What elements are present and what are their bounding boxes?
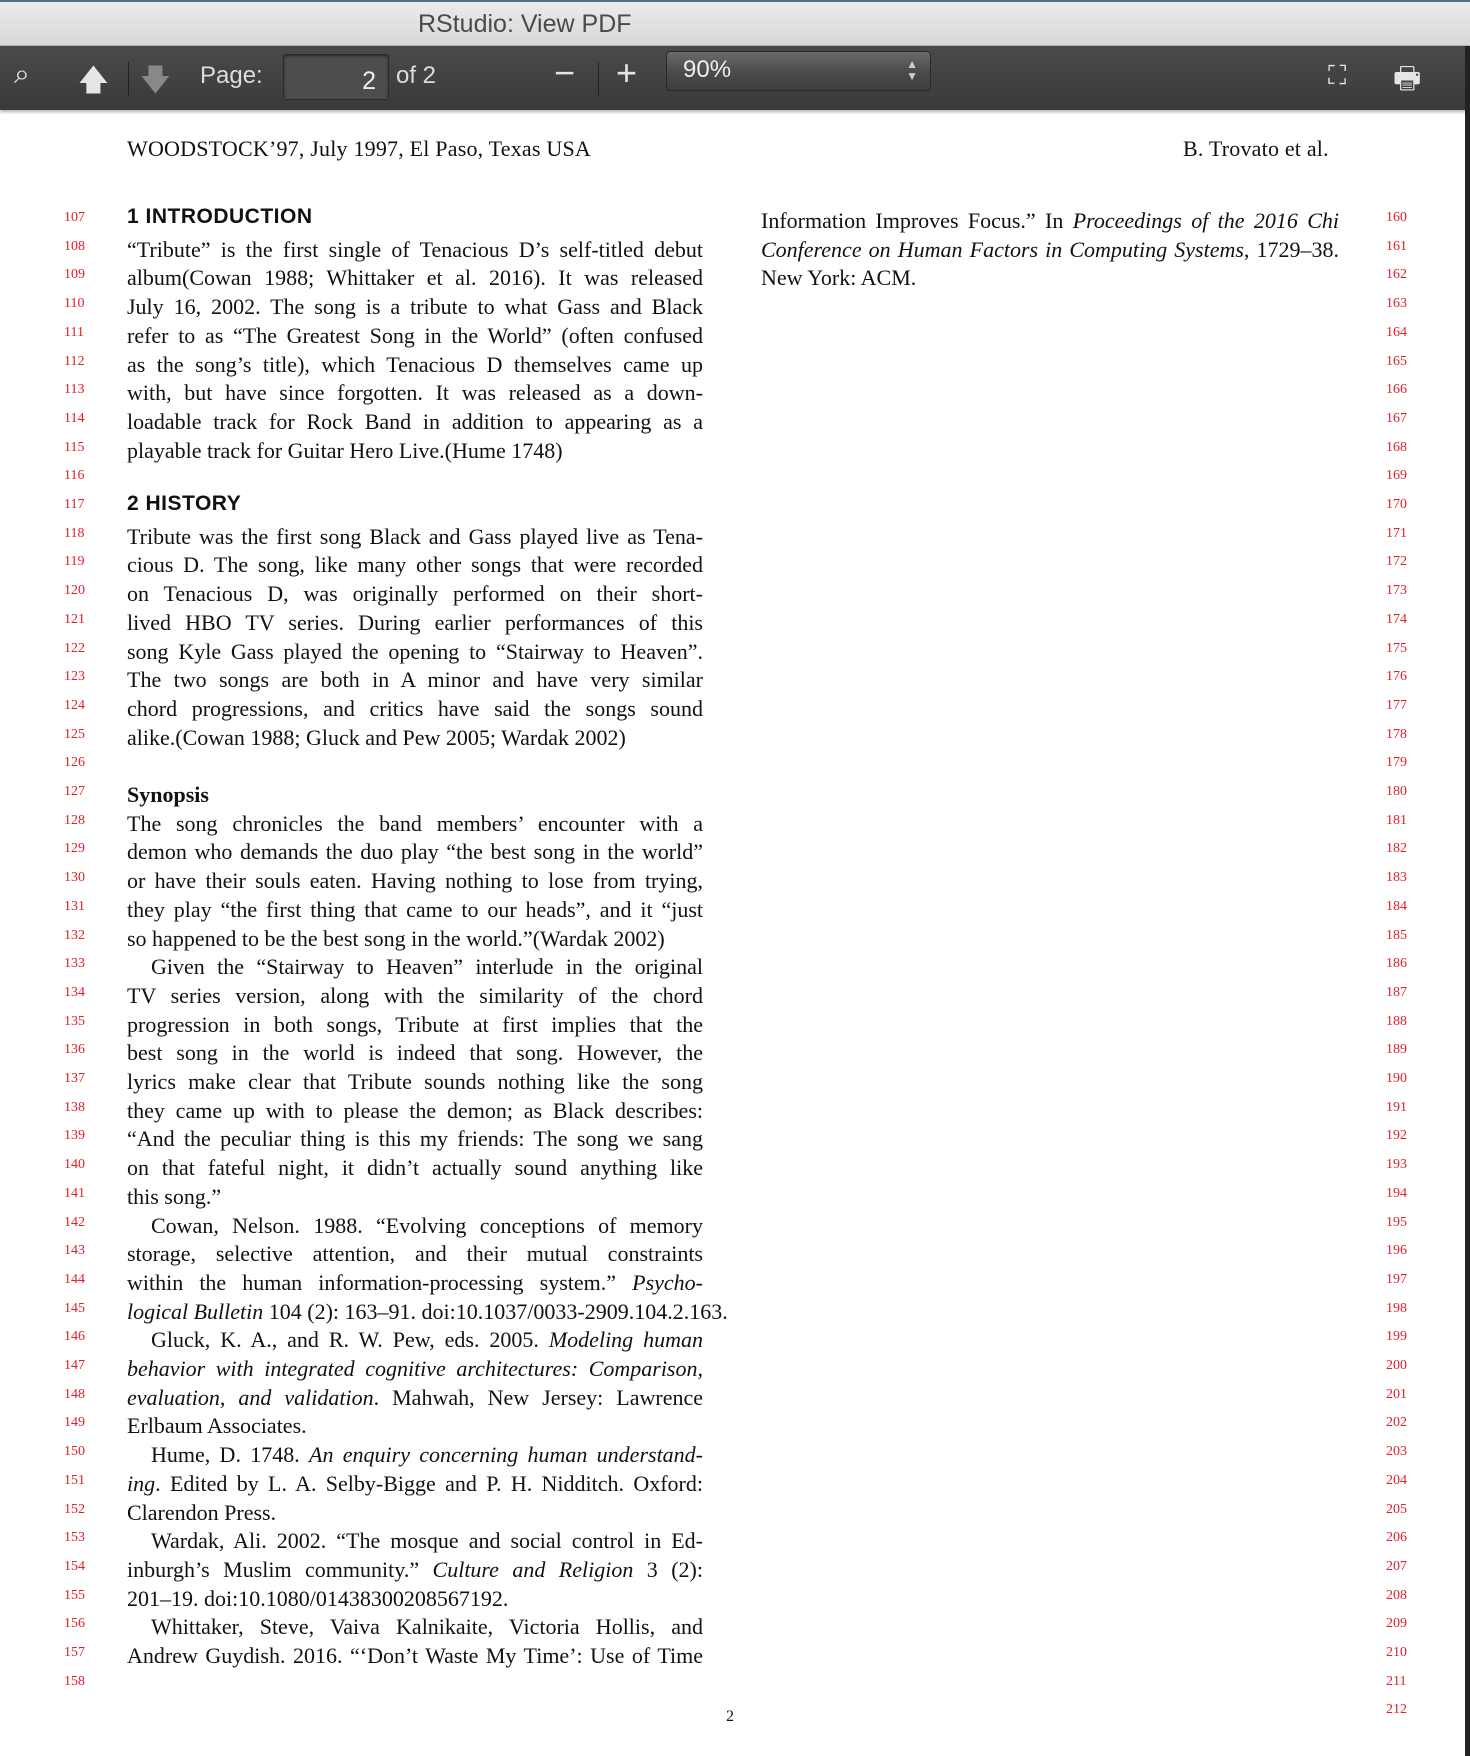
divider xyxy=(128,62,129,96)
text-segment: Hume, D. 1748. xyxy=(151,1442,310,1468)
text-line xyxy=(127,723,626,752)
text-line xyxy=(127,809,703,838)
line-number: 132 xyxy=(64,927,85,943)
line-number: 161 xyxy=(1386,238,1407,254)
text-segment: lived HBO TV series. During earlier performances of this xyxy=(127,609,703,635)
line-number: 108 xyxy=(64,238,85,254)
line-number: 137 xyxy=(64,1071,85,1086)
page-count: of 2 xyxy=(396,62,437,89)
text-segment: The two songs are both in A minor and have very similar xyxy=(127,667,703,693)
line-number: 167 xyxy=(1386,410,1407,426)
line-number: 109 xyxy=(64,267,85,283)
text-line xyxy=(127,694,703,723)
window-titlebar xyxy=(0,0,1470,46)
line-number: 212 xyxy=(1386,1702,1407,1718)
line-number: 199 xyxy=(1386,1329,1407,1345)
text-segment: . Edited by L. A. Selby-Bigge and P. H. Nidditch. Oxford: xyxy=(155,1470,703,1496)
text-line xyxy=(127,837,703,866)
line-number: 140 xyxy=(64,1157,85,1173)
text-segment: as the song’s title), which Tenacious D themselves came up xyxy=(127,351,703,377)
arrow-up-icon[interactable]: 🡅 xyxy=(78,64,109,97)
scrollbar[interactable] xyxy=(1465,46,1470,1756)
line-number: 176 xyxy=(1386,669,1407,685)
text-line xyxy=(127,321,703,350)
section-heading xyxy=(127,780,209,809)
line-number: 124 xyxy=(64,697,85,713)
text-line xyxy=(761,206,1339,235)
line-number: 206 xyxy=(1386,1530,1407,1546)
text-line xyxy=(151,952,703,981)
text-segment: 104 (2): 163–91. doi:10.1037/0033-2909.104.2.163. xyxy=(263,1298,728,1324)
line-number: 194 xyxy=(1386,1185,1407,1201)
text-line xyxy=(127,637,703,666)
pdf-toolbar xyxy=(0,46,1470,110)
text-segment: cious D. The song, like many other songs that were recorded xyxy=(127,552,703,578)
text-line xyxy=(127,1555,703,1584)
line-number: 192 xyxy=(1386,1128,1407,1144)
line-number: 116 xyxy=(64,468,85,484)
text-line xyxy=(127,1584,508,1613)
line-number: 119 xyxy=(64,554,85,570)
arrow-down-icon[interactable]: 🡇 xyxy=(140,64,171,97)
line-number: 147 xyxy=(64,1358,85,1373)
text-segment: loadable track for Rock Band in addition to appearing as a xyxy=(127,408,703,434)
text-segment: so happened to be the best song in the world.”(Wardak 2002) xyxy=(127,925,665,951)
text-segment: song Kyle Gass played the opening to “Stairway to Heaven”. xyxy=(127,638,703,664)
italic-text: Psycho- xyxy=(632,1269,703,1295)
text-line xyxy=(127,1239,703,1268)
section-heading xyxy=(127,489,241,518)
select-arrows-icon: ▲ ▼ xyxy=(906,57,918,83)
line-number: 196 xyxy=(1386,1243,1407,1259)
text-line xyxy=(127,1641,703,1670)
text-line xyxy=(151,1612,703,1641)
line-number: 151 xyxy=(64,1472,85,1488)
line-number: 118 xyxy=(64,525,85,541)
text-segment: 2 HISTORY xyxy=(127,492,242,515)
fullscreen-icon[interactable]: ⛶ xyxy=(1328,60,1347,90)
text-line xyxy=(127,1038,703,1067)
line-number: 150 xyxy=(64,1444,85,1460)
line-number: 133 xyxy=(64,956,85,972)
line-number: 129 xyxy=(64,841,85,857)
text-line xyxy=(127,1067,703,1096)
line-number: 198 xyxy=(1386,1300,1407,1316)
text-line xyxy=(127,436,563,465)
italic-text: evaluation, and validation xyxy=(127,1384,374,1410)
line-number: 157 xyxy=(64,1645,85,1660)
text-segment: , 1729–38. xyxy=(1243,236,1339,262)
line-number: 180 xyxy=(1386,784,1407,799)
line-number: 148 xyxy=(64,1386,85,1402)
text-line xyxy=(127,292,703,321)
line-number: 174 xyxy=(1386,611,1407,627)
italic-text: ing xyxy=(127,1470,156,1496)
line-number: 107 xyxy=(64,210,85,225)
line-number: 160 xyxy=(1386,210,1407,225)
page-number: 2 xyxy=(726,1708,734,1725)
line-number: 169 xyxy=(1386,468,1407,484)
line-number: 155 xyxy=(64,1587,85,1603)
text-segment: Wardak, Ali. 2002. “The mosque and social control in Ed- xyxy=(151,1528,703,1554)
italic-text: Proceedings of the 2016 Chi xyxy=(1072,208,1339,233)
text-segment: Synopsis xyxy=(127,782,209,807)
text-line xyxy=(127,665,703,694)
line-number: 142 xyxy=(64,1214,85,1230)
line-number: 128 xyxy=(64,812,85,828)
italic-text: behavior with integrated cognitive architectures: Comparison, xyxy=(127,1356,703,1381)
text-segment: on Tenacious D, was originally performed on their short- xyxy=(127,581,703,607)
window-title: RStudio: View PDF xyxy=(418,10,632,38)
section-heading xyxy=(127,202,313,231)
line-number: 136 xyxy=(64,1042,85,1058)
line-number: 178 xyxy=(1386,726,1407,742)
line-number: 181 xyxy=(1386,812,1407,828)
text-line xyxy=(127,1182,221,1211)
text-segment: 201–19. doi:10.1080/01438300208567192. xyxy=(127,1585,509,1611)
line-number: 201 xyxy=(1386,1386,1407,1402)
line-number: 145 xyxy=(64,1300,85,1316)
line-number: 172 xyxy=(1386,554,1407,570)
text-line xyxy=(127,1010,703,1039)
text-line xyxy=(151,1526,703,1555)
line-number: 208 xyxy=(1386,1587,1407,1603)
text-segment: 3 (2): xyxy=(633,1556,703,1582)
text-line xyxy=(151,1211,703,1240)
line-number: 131 xyxy=(64,898,85,914)
line-number: 179 xyxy=(1386,755,1407,771)
line-number: 126 xyxy=(64,755,85,771)
zoom-value: 90% xyxy=(683,56,732,83)
text-line xyxy=(127,1268,703,1297)
line-number: 175 xyxy=(1386,640,1407,656)
page-number-input[interactable]: 2 xyxy=(283,54,389,100)
line-number: 185 xyxy=(1386,927,1407,943)
line-number: 177 xyxy=(1386,697,1407,713)
text-segment: best song in the world is indeed that song. However, the xyxy=(127,1040,703,1066)
text-segment: they play “the first thing that came to our heads”, and it “just xyxy=(127,896,703,922)
line-number: 113 xyxy=(64,382,85,398)
text-segment: lyrics make clear that Tribute sounds nothing like the song xyxy=(127,1069,703,1094)
text-segment: within the human information-processing system.” xyxy=(127,1269,633,1295)
line-number: 146 xyxy=(64,1329,85,1345)
text-segment: storage, selective attention, and their mutual constraints xyxy=(127,1241,703,1267)
line-number: 138 xyxy=(64,1099,85,1115)
text-line xyxy=(127,1383,703,1412)
line-number: 200 xyxy=(1386,1358,1407,1373)
line-number: 173 xyxy=(1386,583,1407,599)
text-segment: “Tribute” is the first single of Tenacious D’s self-titled debut xyxy=(127,236,703,262)
text-line xyxy=(761,235,1339,264)
line-number: 110 xyxy=(64,296,85,312)
line-number: 135 xyxy=(64,1013,85,1029)
text-line xyxy=(127,378,703,407)
line-number: 165 xyxy=(1386,353,1407,369)
text-segment: New York: ACM. xyxy=(761,265,917,291)
italic-text: Culture and Religion xyxy=(432,1556,634,1582)
text-line xyxy=(151,1440,703,1469)
text-segment: Given the “Stairway to Heaven” interlude in the original xyxy=(151,954,703,980)
text-segment: progression in both songs, Tribute at first implies that the xyxy=(127,1011,703,1037)
text-segment: The song chronicles the band members’ encounter with a xyxy=(127,810,703,836)
line-number: 123 xyxy=(64,669,85,685)
line-number: 139 xyxy=(64,1128,85,1144)
line-number: 187 xyxy=(1386,984,1407,1000)
line-number: 130 xyxy=(64,870,85,886)
line-number: 121 xyxy=(64,611,85,627)
line-number: 125 xyxy=(64,726,85,742)
text-line xyxy=(127,579,703,608)
text-line xyxy=(151,1325,703,1354)
line-number: 134 xyxy=(64,984,85,1000)
line-number: 209 xyxy=(1386,1616,1407,1632)
line-number: 168 xyxy=(1386,439,1407,455)
line-number: 112 xyxy=(64,353,85,369)
line-number: 163 xyxy=(1386,296,1407,312)
line-number: 144 xyxy=(64,1271,85,1287)
line-number: 186 xyxy=(1386,956,1407,972)
text-line xyxy=(127,235,703,264)
line-number: 197 xyxy=(1386,1271,1407,1287)
text-segment: Information Improves Focus.” In xyxy=(761,208,1073,233)
text-line xyxy=(127,1297,728,1326)
line-number: 211 xyxy=(1386,1673,1407,1689)
running-header-right: B. Trovato et al. xyxy=(1183,136,1329,161)
italic-text: Conference on Human Factors in Computing Systems xyxy=(761,236,1244,262)
line-number: 158 xyxy=(64,1673,85,1689)
line-number: 143 xyxy=(64,1243,85,1259)
text-line xyxy=(127,1096,703,1125)
line-number: 162 xyxy=(1386,267,1407,283)
line-number: 182 xyxy=(1386,841,1407,857)
line-number: 114 xyxy=(64,410,85,426)
text-line xyxy=(127,407,703,436)
text-segment: album(Cowan 1988; Whittaker et al. 2016). It was released xyxy=(127,265,703,291)
line-number: 210 xyxy=(1386,1645,1407,1660)
text-segment: Andrew Guydish. 2016. “‘Don’t Waste My Time’: Use of Time xyxy=(127,1643,703,1668)
line-number: 115 xyxy=(64,439,85,455)
text-line xyxy=(127,895,703,924)
text-line xyxy=(127,866,703,895)
text-segment: July 16, 2002. The song is a tribute to what Gass and Black xyxy=(127,294,703,320)
line-number: 153 xyxy=(64,1530,85,1546)
line-number: 111 xyxy=(64,324,84,340)
line-number: 171 xyxy=(1386,525,1407,541)
text-line xyxy=(127,1469,703,1498)
line-number: 149 xyxy=(64,1415,85,1431)
italic-text: Modeling human xyxy=(548,1327,704,1353)
print-icon[interactable]: 🖶 xyxy=(1393,62,1422,95)
text-segment: demon who demands the duo play “the best song in the world” xyxy=(127,839,703,865)
line-number: 184 xyxy=(1386,898,1407,914)
line-number: 122 xyxy=(64,640,85,656)
text-line xyxy=(127,1354,703,1383)
line-number: 164 xyxy=(1386,324,1407,340)
text-line xyxy=(127,550,703,579)
line-number: 188 xyxy=(1386,1013,1407,1029)
line-number: 117 xyxy=(64,497,85,512)
text-segment: refer to as “The Greatest Song in the World” (often confused xyxy=(127,322,703,348)
zoom-out-icon[interactable]: − xyxy=(554,52,576,93)
text-segment: or have their souls eaten. Having nothing to lose from trying, xyxy=(127,868,703,894)
text-segment: Whittaker, Steve, Vaiva Kalnikaite, Victoria Hollis, and xyxy=(151,1614,703,1640)
italic-text: logical Bulletin xyxy=(127,1298,264,1324)
divider xyxy=(598,62,599,96)
text-segment: Clarendon Press. xyxy=(127,1499,277,1525)
text-line xyxy=(127,924,665,953)
line-number: 141 xyxy=(64,1185,85,1201)
text-line xyxy=(127,1124,703,1153)
text-segment: “And the peculiar thing is this my friends: The song we sang xyxy=(127,1126,703,1152)
text-line xyxy=(127,608,703,637)
text-segment: 1 INTRODUCTION xyxy=(127,205,313,228)
text-line xyxy=(761,263,916,292)
line-number: 204 xyxy=(1386,1472,1407,1488)
line-number: 152 xyxy=(64,1501,85,1517)
text-segment: inburgh’s Muslim community.” xyxy=(127,1556,433,1582)
page-label: Page: xyxy=(200,62,263,89)
text-segment: Tribute was the first song Black and Gass played live as Tena- xyxy=(127,523,703,549)
text-segment: this song.” xyxy=(127,1183,222,1209)
text-segment: alike.(Cowan 1988; Gluck and Pew 2005; Wardak 2002) xyxy=(127,724,626,750)
line-number: 203 xyxy=(1386,1444,1407,1460)
text-line xyxy=(127,263,703,292)
text-line xyxy=(127,1411,307,1440)
text-line xyxy=(127,1153,703,1182)
line-number: 195 xyxy=(1386,1214,1407,1230)
line-number: 205 xyxy=(1386,1501,1407,1517)
line-number: 202 xyxy=(1386,1415,1407,1431)
line-number: 183 xyxy=(1386,870,1407,886)
line-number: 154 xyxy=(64,1558,85,1574)
line-number: 170 xyxy=(1386,497,1407,512)
italic-text: An enquiry concerning human understand- xyxy=(309,1442,704,1468)
text-line xyxy=(127,1498,276,1527)
line-number: 189 xyxy=(1386,1042,1407,1058)
text-segment: TV series version, along with the similarity of the chord xyxy=(127,982,703,1008)
text-segment: Gluck, K. A., and R. W. Pew, eds. 2005. xyxy=(151,1327,549,1353)
line-number: 191 xyxy=(1386,1099,1407,1115)
text-segment: on that fateful night, it didn’t actually sound anything like xyxy=(127,1155,703,1181)
text-segment: with, but have since forgotten. It was released as a down- xyxy=(127,380,703,406)
zoom-select[interactable] xyxy=(666,51,931,91)
line-number: 207 xyxy=(1386,1558,1407,1574)
text-segment: Cowan, Nelson. 1988. “Evolving conceptions of memory xyxy=(151,1212,703,1238)
pdf-page xyxy=(0,110,1465,1756)
line-number: 156 xyxy=(64,1616,85,1632)
text-segment: they came up with to please the demon; as Black describes: xyxy=(127,1097,703,1123)
running-header-left: WOODSTOCK’97, July 1997, El Paso, Texas USA xyxy=(127,136,591,161)
line-number: 127 xyxy=(64,784,85,799)
line-number: 166 xyxy=(1386,382,1407,398)
line-number: 120 xyxy=(64,583,85,599)
text-segment: Erlbaum Associates. xyxy=(127,1413,307,1439)
search-icon[interactable]: ⌕ xyxy=(14,58,30,89)
text-line xyxy=(127,981,703,1010)
zoom-in-icon[interactable]: + xyxy=(616,52,638,93)
text-segment: . Mahwah, New Jersey: Lawrence xyxy=(373,1384,703,1410)
line-number: 190 xyxy=(1386,1071,1407,1086)
line-number: 193 xyxy=(1386,1157,1407,1173)
text-line xyxy=(127,350,703,379)
text-segment: chord progressions, and critics have said the songs sound xyxy=(127,695,703,721)
text-segment: playable track for Guitar Hero Live.(Hume 1748) xyxy=(127,437,563,463)
text-line xyxy=(127,522,703,551)
